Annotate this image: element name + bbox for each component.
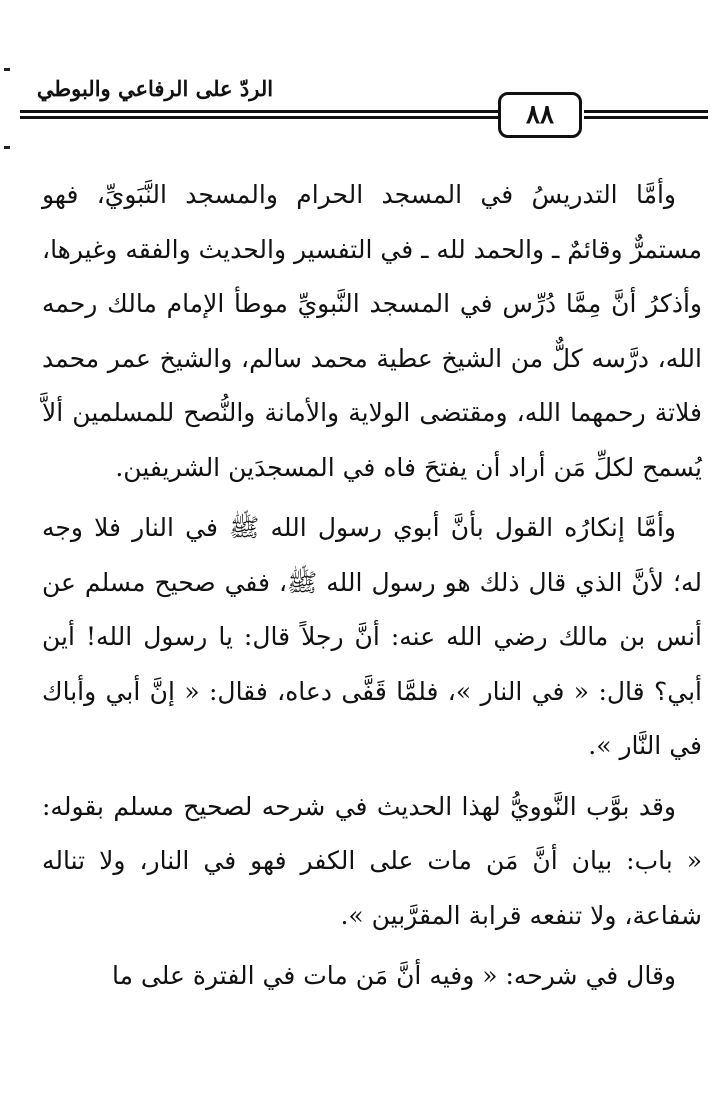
paragraph-2: وأمَّا إنكارُه القول بأنَّ أبوي رسول الله ﷺ في النار فلا وجه له؛ لأنَّ الذي قال ذلك هو رسول الله ﷺ، ففي صحيح مسلم عن أنس بن مالك رضي الله عنه: أنَّ رجلاً قال: يا رسول الله! أين أبي؟ قال: « في النار »، فلمَّا قَفَّى دعاه، فقال: « إنَّ أبي وأباك في النَّار ».: [42, 513, 702, 760]
paragraph-4: وقال في شرحه: « وفيه أنَّ مَن مات في الفترة على ما: [111, 961, 676, 990]
scan-edge-mark-top: [4, 68, 10, 71]
page-body: [42, 168, 702, 1004]
page-number: ٨٨: [526, 100, 554, 130]
header-rule-right-upper: [584, 110, 708, 113]
scan-edge-mark-bottom: [4, 146, 10, 149]
page-number-box: [498, 92, 582, 138]
header-rule-right-lower: [584, 116, 708, 119]
header-rule-left-lower: [20, 116, 500, 119]
paragraph-1: وأمَّا التدريسُ في المسجد الحرام والمسجد النَّبَويِّ، فهو مستمرٌّ وقائمٌ ـ والحمد لله ـ في التفسير والحديث والفقه وغيرها، وأذكرُ أنَّ مِمَّا دُرِّس في المسجد النَّبويِّ موطأ الإمام مالك رحمه الله، درَّسه كلٌّ من الشيخ عطية محمد سالم، والشيخ عمر محمد فلاتة رحمهما الله، ومقتضى الولاية والأمانة والنُّصح للمسلمين ألاَّ يُسمح لكلِّ مَن أراد أن يفتحَ فاه في المسجدَين الشريفين.: [42, 180, 702, 482]
paragraph-3: وقد بوَّب النَّوويُّ لهذا الحديث في شرحه لصحيح مسلم بقوله: « باب: بيان أنَّ مَن مات على الكفر فهو في النار، ولا تناله شفاعة، ولا تنفعه قرابة المقرَّبين ».: [42, 791, 702, 930]
running-header-title: الردّ على الرفاعي والبوطي: [36, 76, 274, 101]
header-rule-left-upper: [20, 110, 500, 113]
